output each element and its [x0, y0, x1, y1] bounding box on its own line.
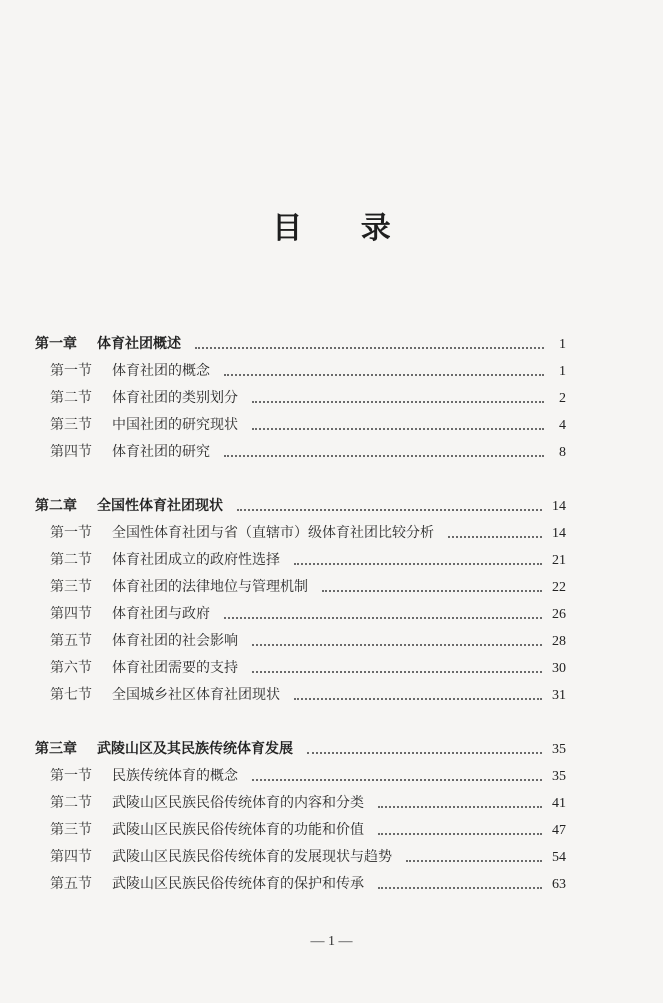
section-title: 民族传统体育的概念: [112, 768, 238, 784]
toc-section-entry[interactable]: [0, 790, 663, 817]
page-number: 63: [552, 877, 566, 892]
dot-leader: [224, 616, 542, 619]
dot-leader: [224, 373, 544, 376]
page-number: 54: [552, 850, 566, 865]
chapter-title: 全国性体育社团现状: [97, 498, 223, 514]
toc-section-entry[interactable]: [0, 628, 663, 655]
page-number: 30: [552, 661, 566, 676]
page-number: 47: [552, 823, 566, 838]
section-number: 第三节: [50, 822, 92, 838]
section-title: 全国城乡社区体育社团现状: [112, 687, 280, 703]
section-title: 体育社团的研究: [112, 444, 210, 460]
dot-leader: [252, 670, 542, 673]
page-number: 1: [559, 337, 566, 352]
toc-section-entry[interactable]: [0, 412, 663, 439]
section-title: 武陵山区民族民俗传统体育的内容和分类: [112, 795, 364, 811]
section-number: 第五节: [50, 876, 92, 892]
section-title: 体育社团的类别划分: [112, 390, 238, 406]
section-number: 第二节: [50, 795, 92, 811]
section-title: 全国性体育社团与省（直辖市）级体育社团比较分析: [112, 525, 434, 541]
page-number: 22: [552, 580, 566, 595]
chapter-number: 第三章: [35, 741, 77, 757]
dot-leader: [406, 859, 542, 862]
page-number: 35: [552, 742, 566, 757]
dot-leader: [252, 778, 542, 781]
toc-section-entry[interactable]: [0, 439, 663, 466]
section-number: 第一节: [50, 363, 92, 379]
dot-leader: [378, 832, 542, 835]
toc-section-entry[interactable]: [0, 574, 663, 601]
section-number: 第一节: [50, 525, 92, 541]
chapter-2: [0, 492, 663, 709]
section-number: 第三节: [50, 417, 92, 433]
toc-section-entry[interactable]: [0, 871, 663, 898]
dot-leader: [195, 346, 544, 349]
table-of-contents: [0, 330, 663, 924]
section-number: 第六节: [50, 660, 92, 676]
section-title: 武陵山区民族民俗传统体育的保护和传承: [112, 876, 364, 892]
page-number: 31: [552, 688, 566, 703]
page-number: 21: [552, 553, 566, 568]
page-number: 2: [559, 391, 566, 406]
section-number: 第五节: [50, 633, 92, 649]
dot-leader: [252, 643, 542, 646]
section-number: 第二节: [50, 390, 92, 406]
section-number: 第二节: [50, 552, 92, 568]
page-number: 4: [559, 418, 566, 433]
section-title: 武陵山区民族民俗传统体育的发展现状与趋势: [112, 849, 392, 865]
toc-section-entry[interactable]: [0, 385, 663, 412]
section-number: 第四节: [50, 606, 92, 622]
chapter-number: 第二章: [35, 498, 77, 514]
section-title: 体育社团的社会影响: [112, 633, 238, 649]
chapter-number: 第一章: [35, 336, 77, 352]
page-number: 8: [559, 445, 566, 460]
toc-chapter-entry[interactable]: [0, 330, 663, 358]
chapter-title: 武陵山区及其民族传统体育发展: [97, 741, 293, 757]
page-number: 41: [552, 796, 566, 811]
section-number: 第四节: [50, 444, 92, 460]
section-number: 第四节: [50, 849, 92, 865]
dot-leader: [322, 589, 542, 592]
dot-leader: [224, 454, 544, 457]
page-number: 35: [552, 769, 566, 784]
page-number: 28: [552, 634, 566, 649]
section-title: 中国社团的研究现状: [112, 417, 238, 433]
toc-section-entry[interactable]: [0, 655, 663, 682]
dot-leader: [307, 751, 542, 754]
section-title: 体育社团需要的支持: [112, 660, 238, 676]
dot-leader: [378, 886, 542, 889]
chapter-title: 体育社团概述: [97, 336, 181, 352]
section-title: 体育社团与政府: [112, 606, 210, 622]
page-number: 14: [552, 499, 566, 514]
toc-section-entry[interactable]: [0, 358, 663, 385]
dot-leader: [448, 535, 542, 538]
toc-chapter-entry[interactable]: [0, 492, 663, 520]
dot-leader: [294, 697, 542, 700]
dot-leader: [294, 562, 542, 565]
page-number: 26: [552, 607, 566, 622]
toc-chapter-entry[interactable]: [0, 735, 663, 763]
chapter-3: [0, 735, 663, 898]
dot-leader: [237, 508, 542, 511]
toc-section-entry[interactable]: [0, 844, 663, 871]
dot-leader: [252, 427, 544, 430]
dot-leader: [378, 805, 542, 808]
section-title: 体育社团的法律地位与管理机制: [112, 579, 308, 595]
toc-section-entry[interactable]: [0, 763, 663, 790]
toc-section-entry[interactable]: [0, 547, 663, 574]
page-number: 14: [552, 526, 566, 541]
page-footer-number: — 1 —: [310, 934, 353, 949]
section-title: 体育社团的概念: [112, 363, 210, 379]
page-title: 目 录: [272, 211, 415, 246]
toc-section-entry[interactable]: [0, 682, 663, 709]
toc-section-entry[interactable]: [0, 817, 663, 844]
section-title: 武陵山区民族民俗传统体育的功能和价值: [112, 822, 364, 838]
section-number: 第三节: [50, 579, 92, 595]
toc-section-entry[interactable]: [0, 601, 663, 628]
page-number: 1: [559, 364, 566, 379]
section-number: 第一节: [50, 768, 92, 784]
toc-section-entry[interactable]: [0, 520, 663, 547]
dot-leader: [252, 400, 544, 403]
section-number: 第七节: [50, 687, 92, 703]
chapter-1: [0, 330, 663, 466]
section-title: 体育社团成立的政府性选择: [112, 552, 280, 568]
